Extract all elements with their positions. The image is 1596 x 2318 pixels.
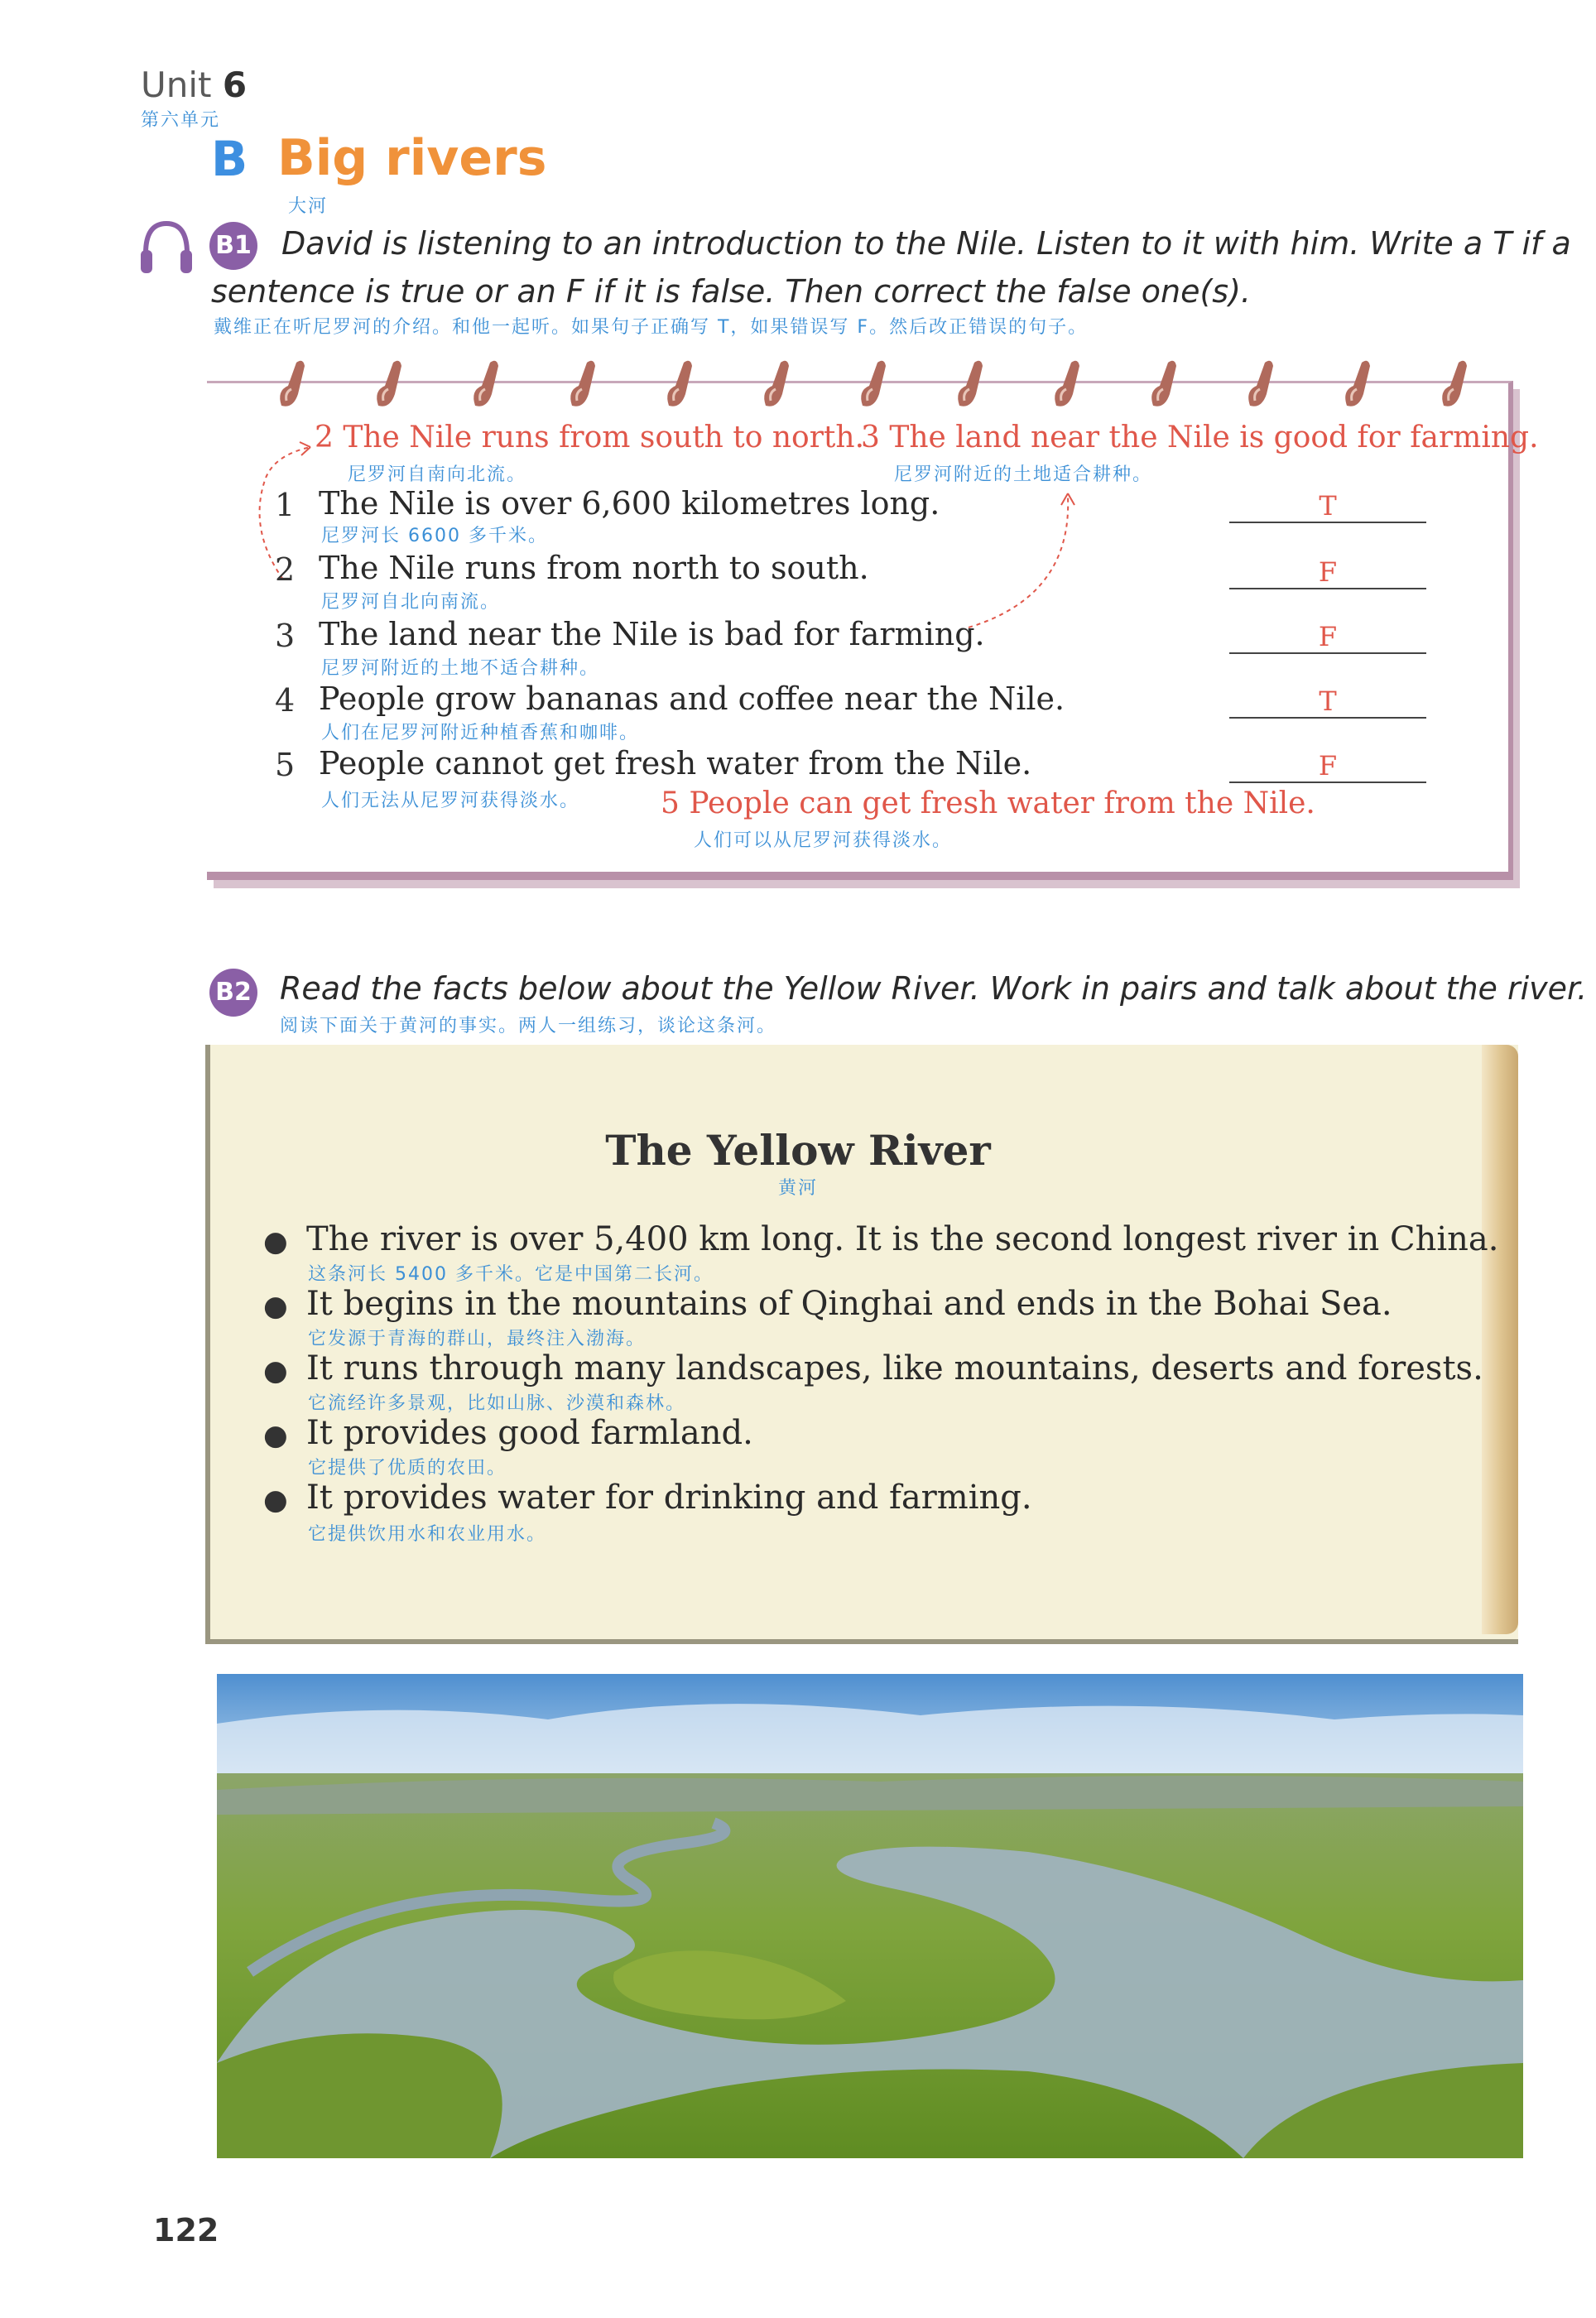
question-text-cn: 尼罗河附近的土地不适合耕种。 [321,658,600,679]
notebook-ring [1055,361,1079,406]
bullet: ● [263,1354,288,1387]
answer-value: F [1318,556,1338,588]
bullet: ● [263,1290,288,1323]
question-number: 4 [275,682,296,719]
answer-blank[interactable] [1229,652,1426,654]
question-number: 2 [275,551,296,588]
question-text-cn: 人们在尼罗河附近种植香蕉和咖啡。 [321,723,640,743]
fact-text: It provides good farmland. [306,1414,753,1452]
question-text: The Nile runs from north to south. [319,550,869,586]
notebook-ring [667,361,692,406]
card-title-cn: 黄河 [777,1178,818,1199]
fact-text: It begins in the mountains of Qinghai and ends in the Bohai Sea. [306,1285,1392,1323]
question-text: The land near the Nile is bad for farming. [319,616,985,652]
correction-5-cn: 人们可以从尼罗河获得淡水。 [694,830,953,851]
answer-value: T [1319,685,1337,717]
notebook-ring [474,361,498,406]
fact-text-cn: 这条河长 5400 多千米。它是中国第二长河。 [308,1264,714,1285]
b1-instruction-cn: 戴维正在听尼罗河的介绍。和他一起听。如果句子正确写 T，如果错误写 F。然后改正错误的句子。 [214,317,1089,338]
b1-badge: B1 [209,222,257,270]
question-text-cn: 尼罗河自北向南流。 [321,592,501,613]
notebook-ring [1248,361,1273,406]
section-letter: B [211,131,248,187]
fact-text-cn: 它提供饮用水和农业用水。 [308,1524,547,1545]
correction-3: 3 The land near the Nile is good for farming. [861,421,1539,454]
notebook-ring [1345,361,1370,406]
correction-2: 2 The Nile runs from south to north. [315,421,865,454]
correction-5: 5 People can get fresh water from the Nile. [661,786,1315,820]
correction-3-cn: 尼罗河附近的土地适合耕种。 [894,464,1153,485]
fact-text-cn: 它提供了优质的农田。 [308,1458,507,1479]
section-title: Big rivers [277,129,547,187]
question-text: The Nile is over 6,600 kilometres long. [319,485,940,522]
question-text: People cannot get fresh water from the Nile. [319,745,1032,781]
answer-blank[interactable] [1229,781,1426,783]
fact-text: The river is over 5,400 km long. It is the second longest river in China. [306,1220,1499,1258]
answer-blank[interactable] [1229,588,1426,589]
question-text: People grow bananas and coffee near the Nile. [319,680,1065,717]
notebook-ring [280,361,305,406]
headphones-icon[interactable] [139,217,194,277]
answer-value: F [1318,750,1338,781]
notebook-ring [570,361,595,406]
notebook-ring [958,361,983,406]
notebook-ring [377,361,401,406]
bullet: ● [263,1484,288,1517]
b1-instruction-line1: David is listening to an introduction to the Nile. Listen to it with him. Write a T if a [281,225,1571,262]
b2-instruction: Read the facts below about the Yellow River. Work in pairs and talk about the river. [280,970,1588,1007]
fact-text-cn: 它流经许多景观，比如山脉、沙漠和森林。 [308,1393,686,1414]
b2-instruction-cn: 阅读下面关于黄河的事实。两人一组练习，谈论这条河。 [280,1016,777,1036]
notebook-ring [1442,361,1467,406]
answer-blank[interactable] [1229,522,1426,523]
correction-2-cn: 尼罗河自南向北流。 [348,464,527,485]
page-number: 122 [153,2212,219,2248]
yellow-river-photo [217,1674,1523,2158]
unit-label: Unit 6 [141,65,248,105]
fact-text-cn: 它发源于青海的群山，最终注入渤海。 [308,1329,647,1349]
notebook-rings [265,358,1482,414]
bullet: ● [263,1225,288,1258]
question-text-cn: 人们无法从尼罗河获得淡水。 [321,791,580,811]
question-text-cn: 尼罗河长 6600 多千米。 [321,526,548,546]
bullet: ● [263,1419,288,1452]
card-title: The Yellow River [605,1126,991,1175]
unit-label-cn: 第六单元 [141,110,221,131]
question-number: 5 [275,747,296,783]
answer-value: F [1318,621,1338,652]
section-title-cn: 大河 [288,196,329,217]
b1-instruction-line2: sentence is true or an F if it is false. Then correct the false one(s). [211,273,1251,310]
fact-text: It runs through many landscapes, like mountains, deserts and forests. [306,1349,1483,1387]
notebook-ring [764,361,789,406]
question-number: 1 [275,487,296,523]
notebook-ring [1151,361,1176,406]
b2-badge: B2 [209,969,257,1017]
fact-text: It provides water for drinking and farming. [306,1479,1032,1517]
notebook-ring [861,361,886,406]
answer-blank[interactable] [1229,717,1426,719]
answer-value: T [1319,490,1337,522]
question-number: 3 [275,618,296,654]
